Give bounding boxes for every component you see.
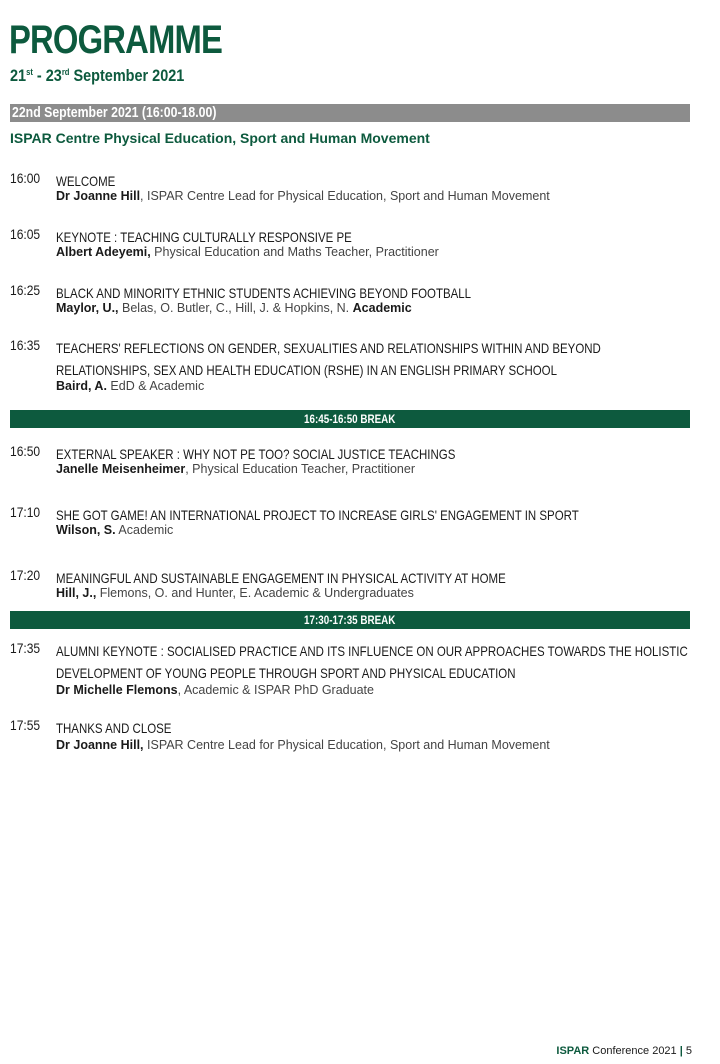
session-time: 17:20 xyxy=(10,567,41,583)
session-title: MEANINGFUL AND SUSTAINABLE ENGAGEMENT IN PHYSICAL ACTIVITY AT HOME xyxy=(56,570,506,586)
session-time: 16:25 xyxy=(10,282,41,298)
session-title: BLACK AND MINORITY ETHNIC STUDENTS ACHIEVING BEYOND FOOTBALL xyxy=(56,285,472,301)
session-speaker: Dr Michelle Flemons, Academic & ISPAR PhD Graduate xyxy=(56,683,374,697)
session-title: THANKS AND CLOSE xyxy=(56,720,172,736)
session-title: WELCOME xyxy=(56,173,116,189)
session-time: 17:35 xyxy=(10,640,41,656)
session-time: 16:50 xyxy=(10,443,41,459)
break-label: 17:30-17:35 BREAK xyxy=(304,613,396,627)
event-dates: 21st - 23rd September 2021 xyxy=(10,66,185,85)
page-title: PROGRAMME xyxy=(9,18,223,62)
session-title: SHE GOT GAME! AN INTERNATIONAL PROJECT TO INCREASE GIRLS' ENGAGEMENT IN SPORT xyxy=(56,507,579,523)
centre-name: ISPAR Centre Physical Education, Sport and Human Movement xyxy=(10,130,430,146)
session-title: TEACHERS' REFLECTIONS ON GENDER, SEXUALITIES AND RELATIONSHIPS WITHIN AND BEYOND RELATIONSHIPS, SEX AND HEALTH EDUCATION (RSHE) IN AN ENGLISH PRIMARY SCHOOL xyxy=(56,340,601,378)
day-header-bar xyxy=(10,104,690,122)
session-time: 17:55 xyxy=(10,717,41,733)
break-bar xyxy=(10,410,690,428)
break-bar xyxy=(10,611,690,629)
page-footer: ISPAR Conference 2021 | 5 xyxy=(556,1045,692,1057)
session-speaker: Wilson, S. Academic xyxy=(56,523,174,537)
session-title: ALUMNI KEYNOTE : SOCIALISED PRACTICE AND ITS INFLUENCE ON OUR APPROACHES TOWARDS THE HOLISTIC DEVELOPMENT OF YOUNG PEOPLE THROUGH SPORT AND PHYSICAL EDUCATION xyxy=(56,643,688,681)
session-speaker: Hill, J., Flemons, O. and Hunter, E. Academic & Undergraduates xyxy=(56,586,414,600)
session-speaker: Dr Joanne Hill, ISPAR Centre Lead for Physical Education, Sport and Human Movement xyxy=(56,189,550,203)
session-time: 16:00 xyxy=(10,170,41,186)
session-title: KEYNOTE : TEACHING CULTURALLY RESPONSIVE PE xyxy=(56,229,352,245)
session-speaker: Maylor, U., Belas, O. Butler, C., Hill, J. & Hopkins, N. Academic xyxy=(56,301,412,315)
day-label: 22nd September 2021 (16:00-18.00) xyxy=(12,104,217,121)
session-speaker: Janelle Meisenheimer, Physical Education Teacher, Practitioner xyxy=(56,462,415,476)
session-speaker: Dr Joanne Hill, ISPAR Centre Lead for Physical Education, Sport and Human Movement xyxy=(56,738,550,752)
session-time: 16:35 xyxy=(10,337,41,353)
session-speaker: Baird, A. EdD & Academic xyxy=(56,379,205,393)
session-speaker: Albert Adeyemi, Physical Education and Maths Teacher, Practitioner xyxy=(56,245,439,259)
session-title: EXTERNAL SPEAKER : WHY NOT PE TOO? SOCIAL JUSTICE TEACHINGS xyxy=(56,446,456,462)
break-label: 16:45-16:50 BREAK xyxy=(304,412,396,426)
session-time: 16:05 xyxy=(10,226,41,242)
session-time: 17:10 xyxy=(10,504,41,520)
